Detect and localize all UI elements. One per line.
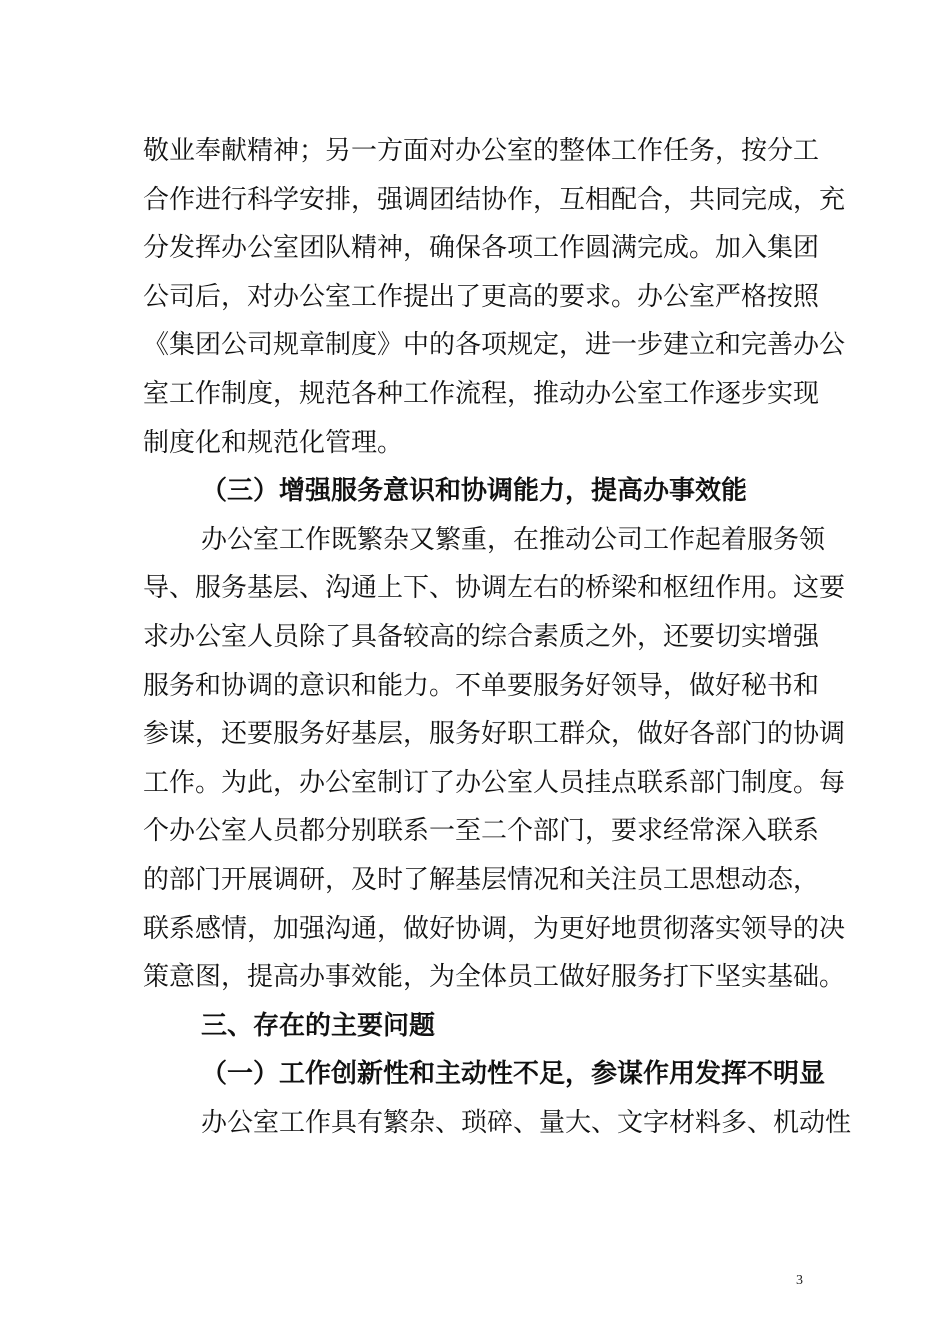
- paragraph-line: 室工作制度，规范各种工作流程，推动办公室工作逐步实现: [143, 378, 820, 409]
- paragraph-line: 公司后，对办公室工作提出了更高的要求。办公室严格按照: [143, 281, 820, 312]
- paragraph-line: 个办公室人员都分别联系一至二个部门，要求经常深入联系: [143, 816, 820, 847]
- paragraph-line: 联系感情，加强沟通，做好协调，为更好地贯彻落实领导的决: [143, 913, 846, 944]
- paragraph-line: 制度化和规范化管理。: [143, 427, 404, 458]
- page-number: 3: [796, 1273, 803, 1288]
- paragraph-line: 《集团公司规章制度》中的各项规定，进一步建立和完善办公: [143, 330, 846, 361]
- paragraph-line: 策意图，提高办事效能，为全体员工做好服务打下坚实基础。: [143, 962, 846, 993]
- section-heading-3: （三）增强服务意识和协调能力，提高办事效能: [201, 476, 748, 507]
- paragraph-line: 办公室工作具有繁杂、琐碎、量大、文字材料多、机动性: [201, 1107, 852, 1138]
- paragraph-line: 的部门开展调研，及时了解基层情况和关注员工思想动态，: [143, 864, 820, 895]
- section-heading-1: （一）工作创新性和主动性不足，参谋作用发挥不明显: [201, 1059, 826, 1090]
- document-body: [143, 127, 852, 1147]
- paragraph-line: 参谋，还要服务好基层，服务好职工群众，做好各部门的协调: [143, 719, 846, 750]
- paragraph-line: 合作进行科学安排，强调团结协作，互相配合，共同完成，充: [143, 184, 846, 215]
- paragraph-line: 分发挥办公室团队精神，确保各项工作圆满完成。加入集团: [143, 233, 820, 264]
- paragraph-line: 求办公室人员除了具备较高的综合素质之外，还要切实增强: [143, 621, 820, 652]
- paragraph-line: 服务和协调的意识和能力。不单要服务好领导，做好秘书和: [143, 670, 820, 701]
- paragraph-line: 敬业奉献精神；另一方面对办公室的整体工作任务，按分工: [143, 136, 820, 166]
- paragraph-line: 办公室工作既繁杂又繁重，在推动公司工作起着服务领: [201, 524, 826, 555]
- paragraph-line: 导、服务基层、沟通上下、协调左右的桥梁和枢纽作用。这要: [143, 573, 846, 604]
- paragraph-line: 工作。为此，办公室制订了办公室人员挂点联系部门制度。每: [143, 767, 846, 798]
- chapter-heading: 三、存在的主要问题: [201, 1010, 436, 1041]
